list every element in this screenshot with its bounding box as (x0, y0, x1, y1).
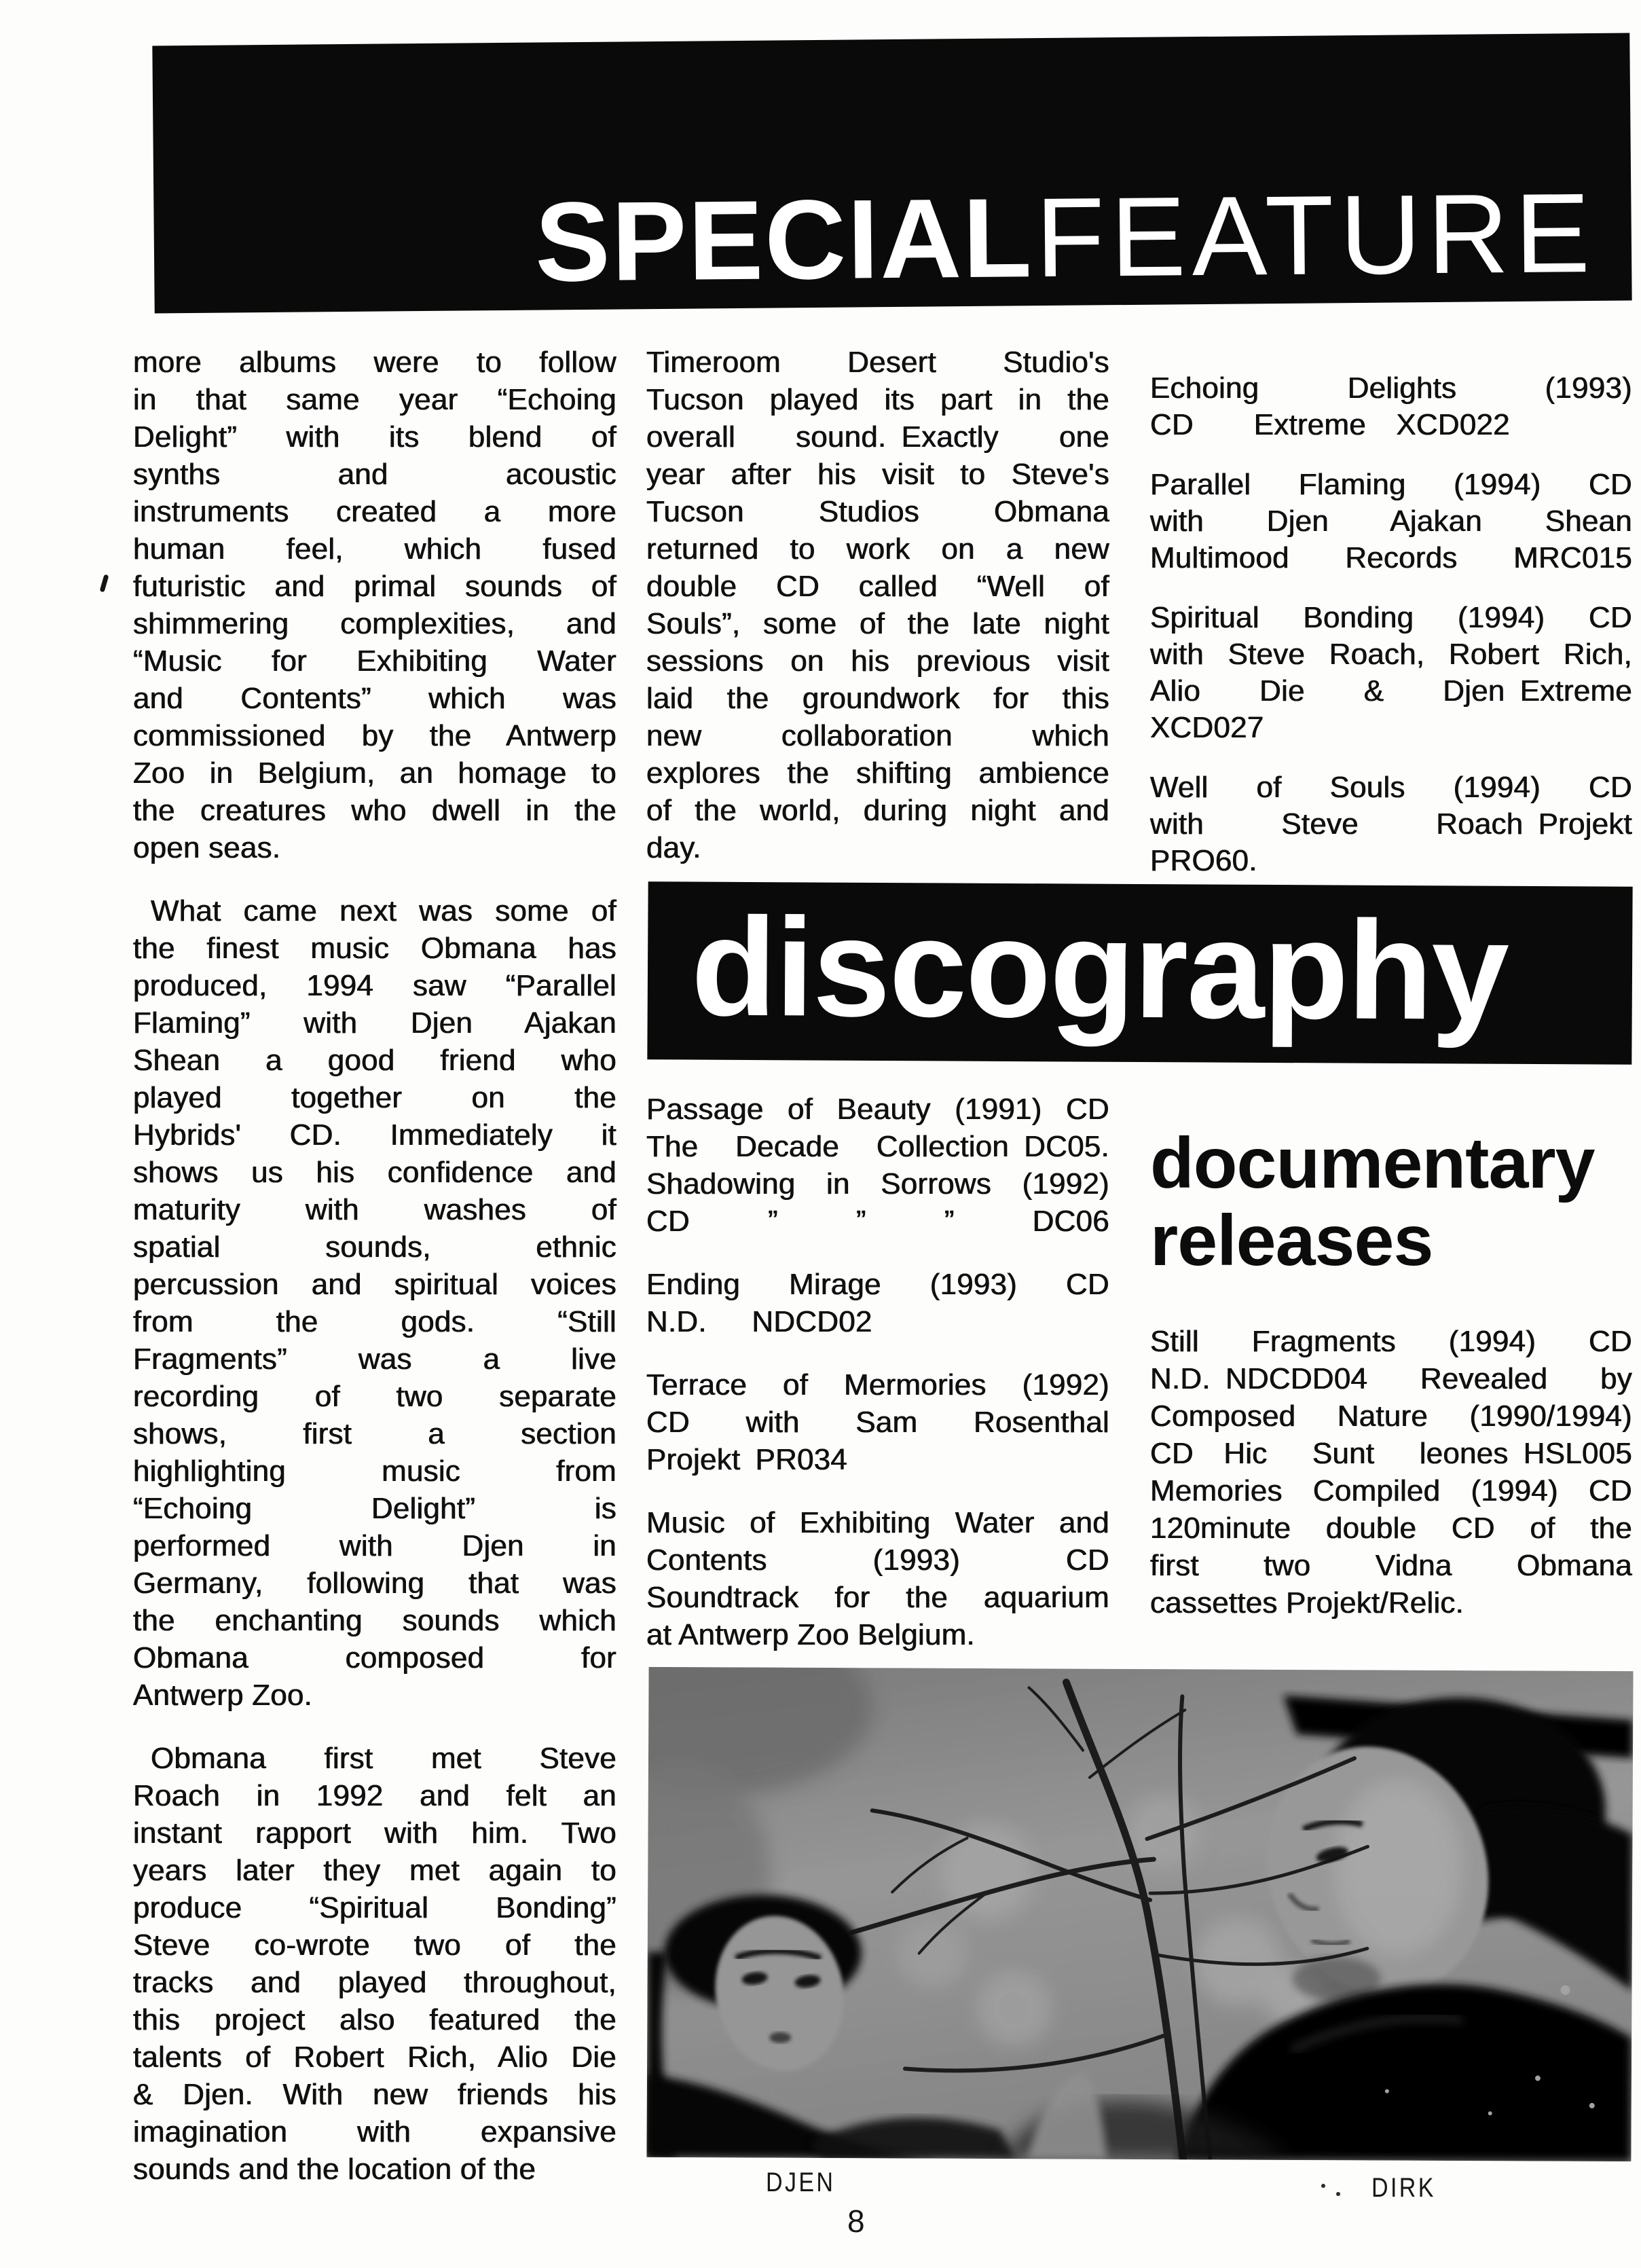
text-line: returned to work on a new (646, 532, 1109, 566)
documentary-releases-heading (1150, 1124, 1595, 1279)
text-line: new collaboration which (646, 719, 1109, 752)
text-line: with Steve Roach Projekt (1150, 807, 1632, 841)
paragraph (646, 1366, 1109, 1478)
text-line: synths and acoustic (133, 458, 616, 491)
discography-list (646, 1091, 1109, 1653)
text-line: performed with Djen in (133, 1529, 616, 1562)
text-line: played together on the (133, 1081, 616, 1114)
text-line: Music of Exhibiting Water and (646, 1506, 1109, 1539)
scan-artifact-dots (1321, 2184, 1348, 2199)
discography-banner-label: discography (690, 888, 1509, 1049)
text-line: commissioned by the Antwerp (133, 719, 616, 752)
banner-title-regular: FEATURE (1035, 170, 1597, 301)
text-line: N.D. NDCDD04 Revealed by (1150, 1362, 1632, 1395)
photo-illustration (646, 1667, 1633, 2161)
text-line: instruments created a more (133, 495, 616, 528)
special-feature-banner (152, 33, 1631, 314)
text-line: the creatures who dwell in the (133, 794, 616, 827)
paragraph (646, 1266, 1109, 1340)
text-line: explores the shifting ambience (646, 756, 1109, 790)
text-line: and Contents” which was (133, 682, 616, 715)
release-list-right (1150, 370, 1632, 902)
text-line: XCD027 (1150, 711, 1264, 744)
paragraph (1150, 1323, 1632, 1622)
text-line: first two Vidna Obmana (1150, 1549, 1632, 1582)
text-line: imagination with expansive (133, 2115, 616, 2148)
text-line: produced, 1994 saw “Parallel (133, 969, 616, 1002)
text-line: open seas. (133, 831, 281, 864)
article-column-left (133, 344, 616, 2188)
text-line: this project also featured the (133, 2003, 616, 2036)
paragraph (133, 1740, 616, 2188)
paragraph (646, 344, 1109, 866)
text-line: sounds and the location of the (133, 2153, 536, 2186)
paragraph (646, 1504, 1109, 1653)
text-line: Flaming” with Djen Ajakan (133, 1006, 616, 1040)
text-line: human feel, which fused (133, 532, 616, 566)
text-line: 120minute double CD of the (1150, 1512, 1632, 1545)
text-line: recording of two separate (133, 1380, 616, 1413)
text-line: Composed Nature (1990/1994) (1150, 1400, 1632, 1433)
text-line: at Antwerp Zoo Belgium. (646, 1618, 975, 1651)
text-line: Zoo in Belgium, an homage to (133, 756, 616, 790)
text-line: Passage of Beauty (1991) CD (646, 1093, 1109, 1126)
text-line: “Echoing Delight” is (133, 1492, 616, 1525)
text-line: with Djen Ajakan Shean (1150, 505, 1632, 538)
heading-line: documentary (1150, 1123, 1595, 1203)
text-line: shows us his confidence and (133, 1156, 616, 1189)
text-line: CD with Sam Rosenthal (646, 1406, 1109, 1439)
text-line: day. (646, 831, 701, 864)
text-line: Projekt PR034 (646, 1443, 848, 1476)
text-line: with Steve Roach, Robert Rich, (1150, 638, 1632, 671)
text-line: CD ” ” ” DC06 (646, 1205, 1109, 1238)
text-line: of the world, during night and (646, 794, 1109, 827)
documentary-releases-body (1150, 1323, 1632, 1622)
text-line: Obmana composed for (133, 1641, 616, 1675)
text-line: Multimood Records MRC015 (1150, 541, 1632, 574)
text-line: Delight” with its blend of (133, 420, 616, 454)
text-line: What came next was some of (151, 894, 616, 928)
photo-grain (646, 1667, 1633, 2161)
paragraph (133, 344, 616, 866)
paragraph (646, 1091, 1109, 1240)
text-line: Tucson Studios Obmana (646, 495, 1109, 528)
text-line: Tucson played its part in the (646, 383, 1109, 416)
article-column-middle (646, 344, 1109, 866)
text-line: Roach in 1992 and felt an (133, 1779, 616, 1812)
text-line: Fragments” was a live (133, 1342, 616, 1376)
text-line: percussion and spiritual voices (133, 1268, 616, 1301)
text-line: Well of Souls (1994) CD (1150, 771, 1632, 804)
text-line: Alio Die & Djen Extreme (1150, 674, 1632, 708)
text-line: Shean a good friend who (133, 1044, 616, 1077)
photo-caption-right: DIRK (1371, 2173, 1436, 2203)
text-line: Souls”, some of the late night (646, 607, 1109, 640)
paragraph (1150, 370, 1632, 443)
banner-title-bold: SPECIAL (534, 175, 1034, 306)
text-line: overall sound. Exactly one (646, 420, 1109, 454)
text-line: instant rapport with him. Two (133, 1816, 616, 1850)
text-line: PRO60. (1150, 844, 1257, 877)
text-line: Antwerp Zoo. (133, 1679, 313, 1712)
text-line: laid the groundwork for this (646, 682, 1109, 715)
text-line: & Djen. With new friends his (133, 2078, 616, 2111)
text-line: Terrace of Mermories (1992) (646, 1368, 1109, 1402)
text-line: Still Fragments (1994) CD (1150, 1325, 1632, 1358)
text-line: Steve co-wrote two of the (133, 1928, 616, 1962)
scan-artifact-tick (100, 574, 109, 593)
text-line: N.D. NDCD02 (646, 1305, 872, 1338)
text-line: Contents (1993) CD (646, 1543, 1109, 1577)
text-line: double CD called “Well of (646, 570, 1109, 603)
text-line: maturity with washes of (133, 1193, 616, 1226)
text-line: from the gods. “Still (133, 1305, 616, 1338)
text-line: futuristic and primal sounds of (133, 570, 616, 603)
text-line: Soundtrack for the aquarium (646, 1581, 1109, 1614)
text-line: talents of Robert Rich, Alio Die (133, 2041, 616, 2074)
text-line: tracks and played throughout, (133, 1966, 616, 1999)
heading-line: releases (1150, 1201, 1433, 1281)
text-line: cassettes Projekt/Relic. (1150, 1586, 1464, 1620)
page-number: 8 (847, 2203, 865, 2239)
photo-caption-left: DJEN (766, 2168, 836, 2197)
text-line: the finest music Obmana has (133, 932, 616, 965)
photo-djen-dirk (646, 1667, 1633, 2161)
text-line: Obmana first met Steve (151, 1742, 616, 1775)
text-line: Memories Compiled (1994) CD (1150, 1474, 1632, 1507)
text-line: CD Extreme XCD022 (1150, 408, 1510, 441)
paragraph (1150, 467, 1632, 577)
text-line: Timeroom Desert Studio's (646, 346, 1109, 379)
text-line: the enchanting sounds which (133, 1604, 616, 1637)
text-line: Shadowing in Sorrows (1992) (646, 1167, 1109, 1201)
text-line: shows, first a section (133, 1417, 616, 1450)
text-line: Ending Mirage (1993) CD (646, 1268, 1109, 1301)
text-line: CD Hic Sunt leones HSL005 (1150, 1437, 1632, 1470)
text-line: produce “Spiritual Bonding” (133, 1891, 616, 1924)
text-line: years later they met again to (133, 1854, 616, 1887)
text-line: shimmering complexities, and (133, 607, 616, 640)
paragraph (1150, 769, 1632, 879)
text-line: highlighting music from (133, 1455, 616, 1488)
paragraph (133, 892, 616, 1714)
text-line: sessions on his previous visit (646, 644, 1109, 678)
text-line: Echoing Delights (1993) (1150, 371, 1632, 405)
text-line: spatial sounds, ethnic (133, 1230, 616, 1264)
text-line: in that same year “Echoing (133, 383, 616, 416)
text-line: more albums were to follow (133, 346, 616, 379)
text-line: year after his visit to Steve's (646, 458, 1109, 491)
discography-banner (647, 881, 1632, 1065)
text-line: Spiritual Bonding (1994) CD (1150, 601, 1632, 634)
paragraph (1150, 600, 1632, 746)
text-line: Germany, following that was (133, 1567, 616, 1600)
text-line: “Music for Exhibiting Water (133, 644, 616, 678)
text-line: Parallel Flaming (1994) CD (1150, 468, 1632, 501)
text-line: The Decade Collection DC05. (646, 1130, 1109, 1163)
text-line: Hybrids' CD. Immediately it (133, 1118, 616, 1152)
